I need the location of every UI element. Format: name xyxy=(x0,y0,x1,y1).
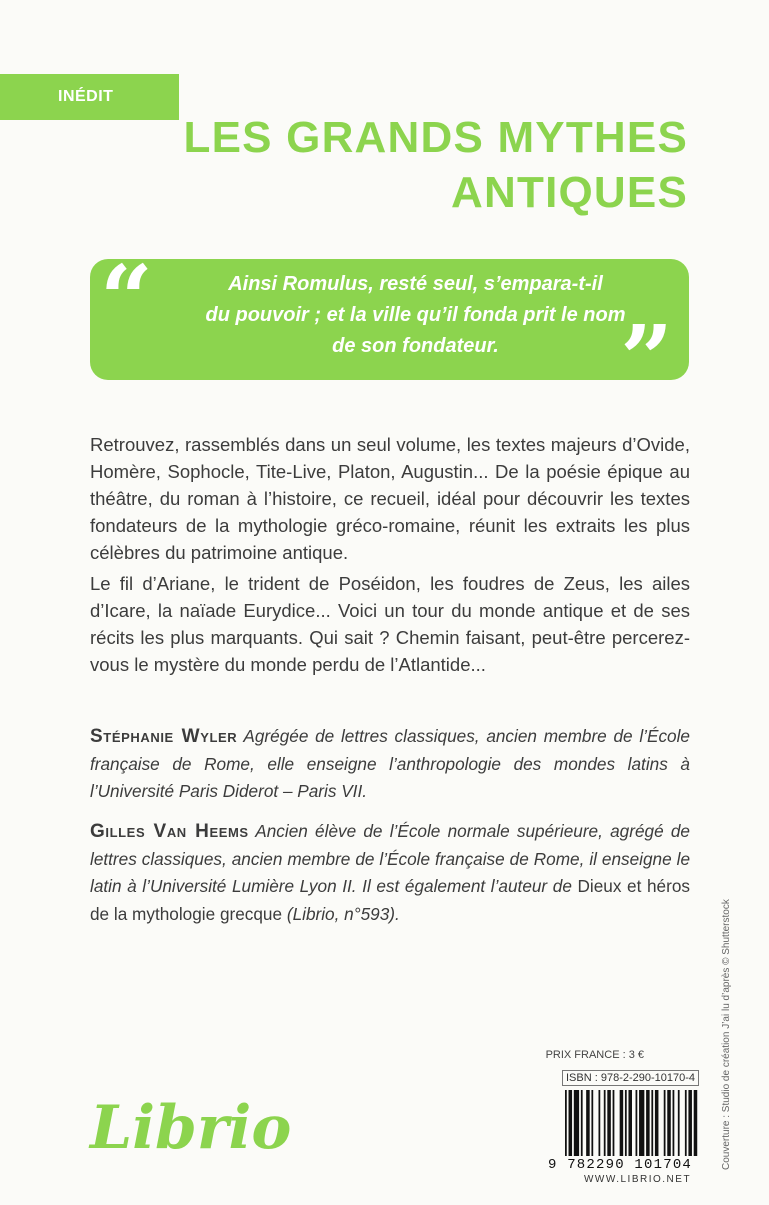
quote-line-1: Ainsi Romulus, resté seul, s’empara-t-il xyxy=(228,273,603,295)
description-paragraph-1: Retrouvez, rassemblés dans un seul volume, les textes majeurs d’Ovide, Homère, Sophocle, Tite-Live, Platon, Augustin... De la poésie épique au théâtre, du roman à l’histoire, ce recueil, idéal pour découvrir les textes fondateurs de la mythologie gréco-romaine, réunit les extraits les plus célèbres du patrimoine antique. xyxy=(90,434,690,563)
close-quote-icon: ” xyxy=(620,305,673,413)
book-title-line-1: LES GRANDS MYTHES xyxy=(183,113,688,162)
author-bio-text: Ancien élève de l’École normale supérieure, agrégé de lettres classiques, ancien membre de l’École française de Rome, il enseigne le latin à l’Université Lumière Lyon II. Il est également l’auteur de xyxy=(90,821,690,896)
author-bio-wyler xyxy=(90,723,690,806)
author-name: Stéphanie Wyler xyxy=(90,726,238,747)
publisher-logo: Librio xyxy=(90,1093,292,1163)
book-title xyxy=(150,110,688,220)
description-paragraph-2: Le fil d’Ariane, le trident de Poséidon, les foudres de Zeus, les ailes d’Icare, la naïade Eurydice... Voici un tour du monde antique et de ses récits les plus marquants. Qui sait ? Chemin faisant, peut-être percerez-vous le mystère du monde perdu de l’Atlantide... xyxy=(90,573,690,675)
author-bio-text: Agrégée de lettres classiques, ancien membre de l’École française de Rome, elle enseigne l’anthropologie des mondes latins à l’Université Paris Diderot – Paris VII. xyxy=(90,726,690,801)
book-title-line-2: ANTIQUES xyxy=(451,168,688,217)
cover-credit: Couverture : Studio de création J’ai lu d’après © Shutterstock xyxy=(721,899,732,1170)
price-label: PRIX FRANCE : 3 € xyxy=(545,1049,644,1061)
isbn-label: ISBN : 978-2-290-10170-4 xyxy=(562,1070,699,1086)
barcode-icon xyxy=(565,1090,699,1156)
quote-line-3: de son fondateur. xyxy=(332,335,499,357)
author-bio-text-end: (Librio, n°593). xyxy=(286,903,400,924)
barcode-number: 9 782290 101704 xyxy=(548,1157,693,1173)
open-quote-icon: “ xyxy=(100,245,153,353)
quote-box xyxy=(90,245,689,413)
collection-badge: INÉDIT xyxy=(0,74,179,120)
quote-text xyxy=(178,269,653,362)
author-name: Gilles Van Heems xyxy=(90,821,249,842)
author-bio-van-heems xyxy=(90,818,690,928)
related-book-title: Dieux et héros de la mythologie grecque xyxy=(90,876,690,924)
quote-line-2: du pouvoir ; et la ville qu’il fonda prit le nom xyxy=(205,304,626,326)
website-link[interactable]: WWW.LIBRIO.NET xyxy=(583,1174,692,1185)
